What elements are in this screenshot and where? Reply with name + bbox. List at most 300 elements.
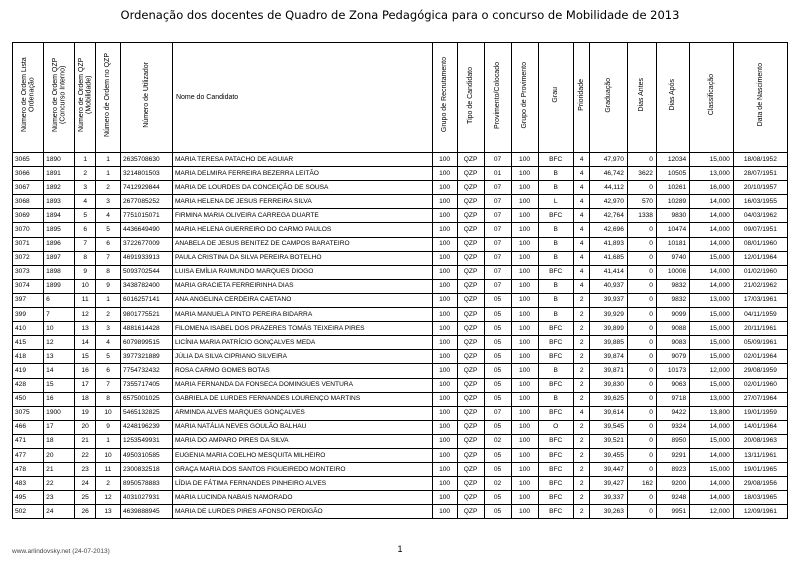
table-row (13, 491, 788, 505)
cell-classificacao: 15,000 (690, 322, 734, 336)
cell-grau: BFC (538, 336, 573, 350)
cell-dias-apos: 9718 (656, 392, 689, 406)
cell-nome-candidato: ROSA CARMO GOMES BOTAS (172, 364, 432, 378)
cell-prioridade: 2 (573, 350, 590, 364)
cell-dias-apos: 9740 (656, 251, 689, 265)
cell-numero-utilizador: 4436649490 (121, 223, 173, 237)
cell-data-nascimento: 02/01/1964 (733, 350, 787, 364)
cell-tipo-candidato: QZP (457, 463, 484, 477)
page-title: Ordenação dos docentes de Quadro de Zona Pedagógica para o concurso de Mobilidade de 2013 (120, 8, 680, 22)
cell-provimento-colocado: 05 (484, 364, 511, 378)
cell-dias-antes: 0 (627, 505, 656, 519)
cell-grupo-provimento: 100 (511, 223, 538, 237)
cell-ordem-qzp-mobilidade: 8 (75, 251, 96, 265)
cell-tipo-candidato: QZP (457, 223, 484, 237)
cell-provimento-colocado: 05 (484, 420, 511, 434)
cell-grupo-recrutamento: 100 (432, 378, 457, 392)
cell-tipo-candidato: QZP (457, 336, 484, 350)
cell-ordem-no-qzp: 10 (96, 448, 121, 462)
cell-nome-candidato: MARIA DE LURDES PIRES AFONSO PERDIGÃO (172, 505, 432, 519)
cell-dias-apos: 9083 (656, 336, 689, 350)
cell-ordem-no-qzp: 3 (96, 322, 121, 336)
cell-classificacao: 15,000 (690, 251, 734, 265)
cell-prioridade: 4 (573, 279, 590, 293)
cell-nome-candidato: MARIA DO AMPARO PIRES DA SILVA (172, 434, 432, 448)
cell-ordem-lista: 397 (13, 293, 44, 307)
cell-grau: B (538, 167, 573, 181)
cell-dias-apos: 9079 (656, 350, 689, 364)
cell-ordem-qzp-interno: 20 (44, 448, 75, 462)
cell-nome-candidato: ARMINDA ALVES MARQUES GONÇALVES (172, 406, 432, 420)
cell-ordem-qzp-interno: 6 (44, 293, 75, 307)
cell-grupo-provimento: 100 (511, 181, 538, 195)
cell-nome-candidato: MARIA TERESA PATACHO DE AGUIAR (172, 153, 432, 167)
cell-dias-antes: 0 (627, 392, 656, 406)
cell-numero-utilizador: 4248196239 (121, 420, 173, 434)
cell-dias-apos: 9832 (656, 279, 689, 293)
cell-data-nascimento: 27/07/1964 (733, 392, 787, 406)
cell-provimento-colocado: 05 (484, 293, 511, 307)
cell-nome-candidato: ANA ANGELINA CERDEIRA CAETANO (172, 293, 432, 307)
cell-tipo-candidato: QZP (457, 153, 484, 167)
cell-ordem-lista: 410 (13, 322, 44, 336)
cell-ordem-qzp-mobilidade: 24 (75, 477, 96, 491)
header-ordem-no-qzp: Número de Ordem no QZP (96, 43, 121, 153)
cell-grupo-provimento: 100 (511, 350, 538, 364)
cell-ordem-qzp-interno: 1894 (44, 209, 75, 223)
cell-classificacao: 15,000 (690, 463, 734, 477)
cell-grupo-recrutamento: 100 (432, 505, 457, 519)
cell-ordem-qzp-interno: 15 (44, 378, 75, 392)
cell-nome-candidato: MARIA FERNANDA DA FONSECA DOMINGUES VENTURA (172, 378, 432, 392)
cell-grau: BFC (538, 153, 573, 167)
cell-tipo-candidato: QZP (457, 378, 484, 392)
cell-ordem-qzp-mobilidade: 17 (75, 378, 96, 392)
header-graduacao: Graduação (590, 43, 627, 153)
cell-grupo-recrutamento: 100 (432, 251, 457, 265)
cell-grupo-recrutamento: 100 (432, 322, 457, 336)
header-dias-antes: Dias Antes (627, 43, 656, 153)
cell-ordem-qzp-interno: 1895 (44, 223, 75, 237)
cell-ordem-qzp-mobilidade: 19 (75, 406, 96, 420)
cell-prioridade: 2 (573, 364, 590, 378)
cell-classificacao: 14,000 (690, 279, 734, 293)
cell-tipo-candidato: QZP (457, 293, 484, 307)
cell-provimento-colocado: 05 (484, 378, 511, 392)
cell-data-nascimento: 12/09/1961 (733, 505, 787, 519)
cell-ordem-no-qzp: 2 (96, 181, 121, 195)
cell-graduacao: 39,937 (590, 293, 627, 307)
cell-ordem-no-qzp: 6 (96, 364, 121, 378)
cell-classificacao: 12,000 (690, 364, 734, 378)
header-grupo-recrutamento: Grupo de Recrutamento (432, 43, 457, 153)
cell-data-nascimento: 19/01/1959 (733, 406, 787, 420)
cell-numero-utilizador: 3438782400 (121, 279, 173, 293)
cell-dias-antes: 570 (627, 195, 656, 209)
cell-grupo-recrutamento: 100 (432, 434, 457, 448)
cell-ordem-lista: 3073 (13, 265, 44, 279)
header-dias-apos: Dias Após (656, 43, 689, 153)
cell-grupo-recrutamento: 100 (432, 279, 457, 293)
cell-tipo-candidato: QZP (457, 420, 484, 434)
cell-dias-antes: 0 (627, 350, 656, 364)
table-row (13, 265, 788, 279)
cell-nome-candidato: ANABELA DE JESUS BENITEZ DE CAMPOS BARATEIRO (172, 237, 432, 251)
cell-grau: B (538, 237, 573, 251)
cell-nome-candidato: FILOMENA ISABEL DOS PRAZERES TOMÁS TEIXEIRA PIRES (172, 322, 432, 336)
table-row (13, 167, 788, 181)
cell-graduacao: 39,625 (590, 392, 627, 406)
cell-dias-apos: 9422 (656, 406, 689, 420)
cell-tipo-candidato: QZP (457, 265, 484, 279)
cell-ordem-qzp-interno: 1900 (44, 406, 75, 420)
cell-ordem-qzp-interno: 1899 (44, 279, 75, 293)
cell-grupo-provimento: 100 (511, 322, 538, 336)
cell-dias-antes: 0 (627, 237, 656, 251)
cell-tipo-candidato: QZP (457, 350, 484, 364)
cell-provimento-colocado: 05 (484, 336, 511, 350)
cell-prioridade: 4 (573, 153, 590, 167)
cell-ordem-no-qzp: 2 (96, 308, 121, 322)
table-row (13, 293, 788, 307)
cell-grupo-recrutamento: 100 (432, 167, 457, 181)
cell-grau: BFC (538, 350, 573, 364)
cell-nome-candidato: MARIA NATÁLIA NEVES GOULÃO BALHAU (172, 420, 432, 434)
cell-dias-antes: 0 (627, 223, 656, 237)
table-row (13, 463, 788, 477)
table-row (13, 181, 788, 195)
cell-ordem-qzp-mobilidade: 25 (75, 491, 96, 505)
cell-dias-antes: 0 (627, 181, 656, 195)
cell-grau: BFC (538, 378, 573, 392)
cell-grau: BFC (538, 434, 573, 448)
cell-ordem-lista: 418 (13, 350, 44, 364)
cell-classificacao: 15,000 (690, 378, 734, 392)
cell-dias-apos: 9291 (656, 448, 689, 462)
cell-grupo-recrutamento: 100 (432, 265, 457, 279)
cell-grupo-provimento: 100 (511, 293, 538, 307)
cell-numero-utilizador: 4691933913 (121, 251, 173, 265)
cell-prioridade: 2 (573, 477, 590, 491)
table-row (13, 505, 788, 519)
cell-provimento-colocado: 05 (484, 463, 511, 477)
cell-grupo-provimento: 100 (511, 463, 538, 477)
cell-data-nascimento: 01/02/1960 (733, 265, 787, 279)
cell-grau: BFC (538, 477, 573, 491)
cell-data-nascimento: 08/01/1960 (733, 237, 787, 251)
cell-provimento-colocado: 05 (484, 392, 511, 406)
cell-numero-utilizador: 7412929844 (121, 181, 173, 195)
cell-dias-apos: 9830 (656, 209, 689, 223)
cell-grupo-recrutamento: 100 (432, 392, 457, 406)
cell-numero-utilizador: 4950310585 (121, 448, 173, 462)
candidates-table (12, 42, 788, 519)
cell-dias-antes: 0 (627, 308, 656, 322)
cell-grau: B (538, 251, 573, 265)
cell-dias-apos: 10289 (656, 195, 689, 209)
cell-classificacao: 14,000 (690, 448, 734, 462)
page-number: 1 (397, 544, 403, 554)
cell-ordem-lista: 3072 (13, 251, 44, 265)
cell-dias-antes: 162 (627, 477, 656, 491)
cell-ordem-lista: 477 (13, 448, 44, 462)
cell-ordem-lista: 3065 (13, 153, 44, 167)
table-row (13, 420, 788, 434)
cell-dias-apos: 9088 (656, 322, 689, 336)
cell-ordem-qzp-interno: 23 (44, 491, 75, 505)
cell-dias-apos: 9200 (656, 477, 689, 491)
table-row (13, 434, 788, 448)
cell-dias-apos: 9063 (656, 378, 689, 392)
cell-graduacao: 46,742 (590, 167, 627, 181)
cell-ordem-qzp-mobilidade: 16 (75, 364, 96, 378)
cell-ordem-no-qzp: 8 (96, 265, 121, 279)
cell-ordem-qzp-interno: 1890 (44, 153, 75, 167)
header-data-nascimento: Data de Nascimento (733, 43, 787, 153)
cell-graduacao: 39,455 (590, 448, 627, 462)
cell-grau: BFC (538, 406, 573, 420)
header-prioridade: Prioridade (573, 43, 590, 153)
cell-prioridade: 4 (573, 181, 590, 195)
cell-data-nascimento: 20/08/1963 (733, 434, 787, 448)
cell-ordem-qzp-interno: 1896 (44, 237, 75, 251)
cell-numero-utilizador: 3977321889 (121, 350, 173, 364)
cell-grupo-recrutamento: 100 (432, 491, 457, 505)
cell-data-nascimento: 17/03/1961 (733, 293, 787, 307)
cell-grau: B (538, 308, 573, 322)
cell-tipo-candidato: QZP (457, 434, 484, 448)
cell-data-nascimento: 02/01/1960 (733, 378, 787, 392)
cell-classificacao: 13,000 (690, 293, 734, 307)
table-body (13, 153, 788, 519)
cell-grupo-provimento: 100 (511, 448, 538, 462)
cell-graduacao: 39,263 (590, 505, 627, 519)
cell-grupo-recrutamento: 100 (432, 223, 457, 237)
cell-dias-apos: 10505 (656, 167, 689, 181)
cell-ordem-lista: 3074 (13, 279, 44, 293)
cell-numero-utilizador: 5465132825 (121, 406, 173, 420)
cell-grupo-provimento: 100 (511, 378, 538, 392)
cell-ordem-qzp-interno: 12 (44, 336, 75, 350)
cell-ordem-lista: 3071 (13, 237, 44, 251)
cell-ordem-lista: 3067 (13, 181, 44, 195)
cell-grupo-provimento: 100 (511, 336, 538, 350)
cell-ordem-qzp-mobilidade: 9 (75, 265, 96, 279)
cell-classificacao: 14,000 (690, 420, 734, 434)
cell-dias-antes: 0 (627, 293, 656, 307)
cell-ordem-qzp-mobilidade: 21 (75, 434, 96, 448)
cell-numero-utilizador: 3214801503 (121, 167, 173, 181)
cell-grupo-provimento: 100 (511, 195, 538, 209)
cell-ordem-no-qzp: 1 (96, 153, 121, 167)
cell-ordem-no-qzp: 1 (96, 167, 121, 181)
header-tipo-candidato: Tipo de Candidato (457, 43, 484, 153)
cell-prioridade: 2 (573, 448, 590, 462)
cell-data-nascimento: 14/01/1964 (733, 420, 787, 434)
cell-dias-antes: 0 (627, 251, 656, 265)
cell-grupo-provimento: 100 (511, 251, 538, 265)
cell-data-nascimento: 20/10/1957 (733, 181, 787, 195)
cell-ordem-qzp-interno: 16 (44, 392, 75, 406)
table-row (13, 350, 788, 364)
cell-prioridade: 4 (573, 223, 590, 237)
cell-ordem-lista: 3066 (13, 167, 44, 181)
cell-prioridade: 2 (573, 392, 590, 406)
table-row (13, 364, 788, 378)
cell-ordem-lista: 478 (13, 463, 44, 477)
cell-ordem-lista: 3070 (13, 223, 44, 237)
cell-numero-utilizador: 8950578883 (121, 477, 173, 491)
cell-prioridade: 2 (573, 293, 590, 307)
cell-numero-utilizador: 5093702544 (121, 265, 173, 279)
cell-grupo-provimento: 100 (511, 167, 538, 181)
cell-grupo-recrutamento: 100 (432, 237, 457, 251)
cell-provimento-colocado: 07 (484, 406, 511, 420)
cell-graduacao: 42,970 (590, 195, 627, 209)
cell-grau: B (538, 223, 573, 237)
cell-ordem-qzp-mobilidade: 20 (75, 420, 96, 434)
cell-graduacao: 42,696 (590, 223, 627, 237)
cell-grau: B (538, 392, 573, 406)
cell-graduacao: 39,871 (590, 364, 627, 378)
cell-nome-candidato: EUGENIA MARIA COELHO MESQUITA MILHEIRO (172, 448, 432, 462)
cell-ordem-no-qzp: 4 (96, 336, 121, 350)
cell-data-nascimento: 04/03/1962 (733, 209, 787, 223)
cell-grau: BFC (538, 322, 573, 336)
cell-grupo-provimento: 100 (511, 364, 538, 378)
cell-provimento-colocado: 07 (484, 265, 511, 279)
cell-prioridade: 2 (573, 378, 590, 392)
cell-prioridade: 4 (573, 195, 590, 209)
cell-prioridade: 2 (573, 505, 590, 519)
cell-grau: BFC (538, 505, 573, 519)
cell-ordem-no-qzp: 12 (96, 491, 121, 505)
table-row (13, 406, 788, 420)
cell-graduacao: 44,112 (590, 181, 627, 195)
cell-ordem-no-qzp: 9 (96, 279, 121, 293)
table-row (13, 209, 788, 223)
cell-provimento-colocado: 07 (484, 279, 511, 293)
cell-numero-utilizador: 7355717405 (121, 378, 173, 392)
cell-numero-utilizador: 2300832518 (121, 463, 173, 477)
cell-ordem-qzp-interno: 1891 (44, 167, 75, 181)
cell-ordem-lista: 471 (13, 434, 44, 448)
cell-data-nascimento: 18/08/1952 (733, 153, 787, 167)
cell-grupo-provimento: 100 (511, 237, 538, 251)
cell-data-nascimento: 13/11/1961 (733, 448, 787, 462)
cell-tipo-candidato: QZP (457, 364, 484, 378)
cell-ordem-no-qzp: 13 (96, 505, 121, 519)
cell-ordem-qzp-mobilidade: 13 (75, 322, 96, 336)
cell-grupo-recrutamento: 100 (432, 293, 457, 307)
table-row (13, 279, 788, 293)
cell-numero-utilizador: 4031027931 (121, 491, 173, 505)
cell-ordem-no-qzp: 8 (96, 392, 121, 406)
cell-ordem-lista: 3068 (13, 195, 44, 209)
cell-grupo-recrutamento: 100 (432, 336, 457, 350)
cell-ordem-no-qzp: 2 (96, 477, 121, 491)
cell-dias-antes: 0 (627, 336, 656, 350)
cell-nome-candidato: GABRIELA DE LURDES FERNANDES LOURENÇO MARTINS (172, 392, 432, 406)
cell-provimento-colocado: 07 (484, 195, 511, 209)
cell-tipo-candidato: QZP (457, 237, 484, 251)
cell-provimento-colocado: 02 (484, 434, 511, 448)
cell-ordem-qzp-mobilidade: 23 (75, 463, 96, 477)
cell-ordem-qzp-interno: 13 (44, 350, 75, 364)
cell-prioridade: 2 (573, 308, 590, 322)
cell-prioridade: 4 (573, 237, 590, 251)
cell-dias-apos: 10181 (656, 237, 689, 251)
cell-nome-candidato: FIRMINA MARIA OLIVEIRA CARREGA DUARTE (172, 209, 432, 223)
cell-data-nascimento: 21/02/1962 (733, 279, 787, 293)
cell-tipo-candidato: QZP (457, 167, 484, 181)
cell-grupo-provimento: 100 (511, 477, 538, 491)
cell-grau: BFC (538, 209, 573, 223)
table-row (13, 153, 788, 167)
table-row (13, 448, 788, 462)
cell-dias-antes: 0 (627, 279, 656, 293)
header-provimento-colocado: Provimento/Colocado (484, 43, 511, 153)
header-ordem-qzp-interno: Número de Ordem QZP (Concurso Interno) (44, 43, 75, 153)
cell-classificacao: 13,000 (690, 167, 734, 181)
cell-nome-candidato: LUISA EMÍLIA RAIMUNDO MARQUES DIOGO (172, 265, 432, 279)
cell-dias-apos: 10006 (656, 265, 689, 279)
table-row (13, 322, 788, 336)
cell-graduacao: 39,447 (590, 463, 627, 477)
cell-numero-utilizador: 4639888945 (121, 505, 173, 519)
cell-nome-candidato: MARIA GRACIETA FERREIRINHA DIAS (172, 279, 432, 293)
header-classificacao: Classificação (690, 43, 734, 153)
cell-grupo-provimento: 100 (511, 308, 538, 322)
cell-dias-antes: 0 (627, 153, 656, 167)
cell-ordem-qzp-mobilidade: 14 (75, 336, 96, 350)
cell-grau: BFC (538, 265, 573, 279)
cell-dias-antes: 0 (627, 265, 656, 279)
cell-provimento-colocado: 05 (484, 505, 511, 519)
cell-ordem-lista: 483 (13, 477, 44, 491)
cell-ordem-no-qzp: 5 (96, 223, 121, 237)
cell-dias-antes: 0 (627, 420, 656, 434)
cell-provimento-colocado: 07 (484, 209, 511, 223)
cell-provimento-colocado: 01 (484, 167, 511, 181)
cell-prioridade: 2 (573, 336, 590, 350)
cell-classificacao: 15,000 (690, 308, 734, 322)
cell-tipo-candidato: QZP (457, 209, 484, 223)
cell-tipo-candidato: QZP (457, 279, 484, 293)
cell-graduacao: 39,885 (590, 336, 627, 350)
cell-numero-utilizador: 1253549931 (121, 434, 173, 448)
header-ordem-qzp-mobilidade: Número de Ordem QZP (Mobilidade) (75, 43, 96, 153)
cell-tipo-candidato: QZP (457, 308, 484, 322)
table-row (13, 336, 788, 350)
cell-data-nascimento: 16/03/1955 (733, 195, 787, 209)
cell-ordem-no-qzp: 1 (96, 434, 121, 448)
cell-graduacao: 39,899 (590, 322, 627, 336)
cell-dias-apos: 9099 (656, 308, 689, 322)
cell-dias-apos: 9951 (656, 505, 689, 519)
cell-grupo-recrutamento: 100 (432, 477, 457, 491)
cell-dias-antes: 0 (627, 364, 656, 378)
cell-prioridade: 2 (573, 463, 590, 477)
cell-nome-candidato: LÍDIA DE FÁTIMA FERNANDES PINHEIRO ALVES (172, 477, 432, 491)
table-row (13, 195, 788, 209)
cell-provimento-colocado: 07 (484, 223, 511, 237)
cell-ordem-qzp-mobilidade: 12 (75, 308, 96, 322)
cell-provimento-colocado: 07 (484, 181, 511, 195)
cell-dias-antes: 0 (627, 434, 656, 448)
cell-ordem-qzp-mobilidade: 7 (75, 237, 96, 251)
table-row (13, 308, 788, 322)
